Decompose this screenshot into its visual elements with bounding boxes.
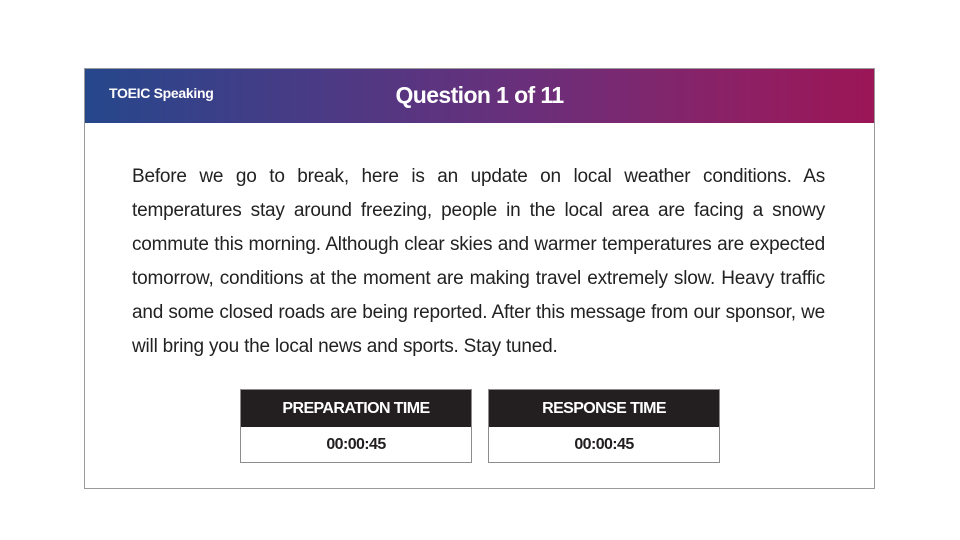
- header-bar: [85, 69, 874, 123]
- response-time-value: 00:00:45: [574, 436, 634, 453]
- reading-passage: Before we go to break, here is an update on local weather conditions. As temperatures stay around freezing, people in the local area are facing a snowy commute this morning. Although clear skies and warmer temperatures are expected tomorrow, conditions at the moment are making travel extremely slow. Heavy traffic and some closed roads are being reported. After this message from our sponsor, we will bring you the local news and sports. Stay tuned.: [132, 166, 825, 357]
- question-panel: [84, 68, 875, 489]
- app-title: TOEIC Speaking: [109, 85, 214, 101]
- preparation-timer: [240, 389, 472, 463]
- response-timer: [488, 389, 720, 463]
- question-counter: Question 1 of 11: [395, 82, 564, 108]
- response-time-label: RESPONSE TIME: [489, 390, 719, 427]
- preparation-time-label: PREPARATION TIME: [241, 390, 471, 427]
- preparation-time-value: 00:00:45: [326, 436, 386, 453]
